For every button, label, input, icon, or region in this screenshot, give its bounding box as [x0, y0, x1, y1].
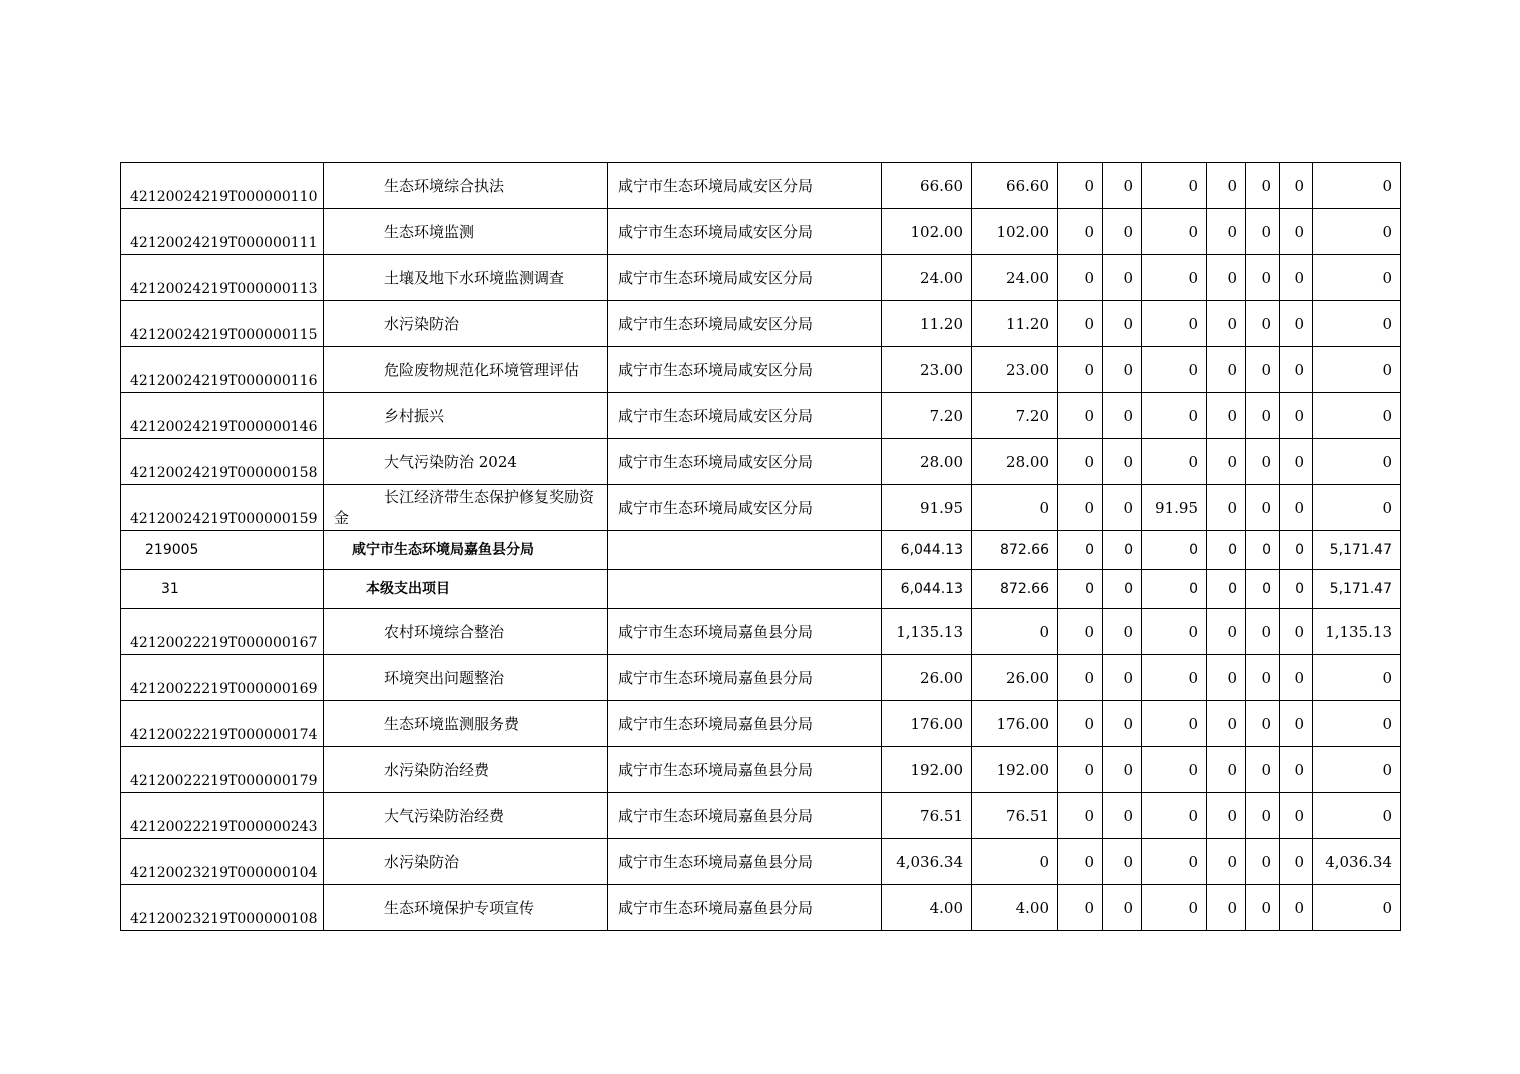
row-amount-7: 0 [1246, 747, 1280, 793]
row-unit: 咸宁市生态环境局咸安区分局 [608, 347, 882, 393]
row-project-name: 生态环境保护专项宣传 [324, 885, 608, 931]
row-project-name: 土壤及地下水环境监测调查 [324, 255, 608, 301]
row-amount-5: 0 [1142, 655, 1207, 701]
row-amount-5: 91.95 [1142, 485, 1207, 531]
row-amount-2: 66.60 [972, 163, 1058, 209]
table-row [121, 885, 1401, 931]
row-amount-5: 0 [1142, 531, 1207, 570]
row-code: 42120024219T000000159 [121, 485, 324, 531]
row-amount-8: 0 [1280, 609, 1313, 655]
row-amount-3: 0 [1058, 255, 1103, 301]
table-row [121, 255, 1401, 301]
row-amount-8: 0 [1280, 885, 1313, 931]
row-amount-8: 0 [1280, 701, 1313, 747]
row-amount-1: 6,044.13 [882, 531, 972, 570]
table-row [121, 793, 1401, 839]
row-amount-6: 0 [1207, 485, 1246, 531]
row-amount-8: 0 [1280, 747, 1313, 793]
table-group-row [121, 531, 1401, 570]
row-amount-2: 872.66 [972, 570, 1058, 609]
row-amount-3: 0 [1058, 531, 1103, 570]
row-unit: 咸宁市生态环境局咸安区分局 [608, 393, 882, 439]
row-amount-9: 0 [1313, 747, 1401, 793]
row-project-name: 乡村振兴 [324, 393, 608, 439]
row-amount-8: 0 [1280, 655, 1313, 701]
row-project-name: 环境突出问题整治 [324, 655, 608, 701]
row-project-name: 水污染防治 [324, 301, 608, 347]
row-amount-3: 0 [1058, 609, 1103, 655]
row-amount-3: 0 [1058, 701, 1103, 747]
row-amount-8: 0 [1280, 570, 1313, 609]
row-amount-4: 0 [1103, 347, 1142, 393]
row-amount-2: 7.20 [972, 393, 1058, 439]
row-amount-3: 0 [1058, 347, 1103, 393]
row-code: 42120024219T000000146 [121, 393, 324, 439]
row-code: 42120023219T000000108 [121, 885, 324, 931]
row-amount-9: 0 [1313, 485, 1401, 531]
row-amount-3: 0 [1058, 209, 1103, 255]
row-project-name: 农村环境综合整治 [324, 609, 608, 655]
row-amount-6: 0 [1207, 701, 1246, 747]
row-amount-8: 0 [1280, 839, 1313, 885]
row-amount-5: 0 [1142, 301, 1207, 347]
row-amount-9: 0 [1313, 255, 1401, 301]
row-amount-1: 24.00 [882, 255, 972, 301]
row-code: 42120022219T000000167 [121, 609, 324, 655]
table-row [121, 839, 1401, 885]
row-code: 42120024219T000000115 [121, 301, 324, 347]
row-unit: 咸宁市生态环境局嘉鱼县分局 [608, 839, 882, 885]
row-amount-3: 0 [1058, 885, 1103, 931]
row-amount-9: 1,135.13 [1313, 609, 1401, 655]
row-amount-7: 0 [1246, 347, 1280, 393]
table-row [121, 209, 1401, 255]
row-amount-1: 4.00 [882, 885, 972, 931]
row-amount-4: 0 [1103, 885, 1142, 931]
row-amount-1: 28.00 [882, 439, 972, 485]
row-amount-6: 0 [1207, 255, 1246, 301]
row-amount-7: 0 [1246, 885, 1280, 931]
row-amount-4: 0 [1103, 747, 1142, 793]
row-amount-9: 0 [1313, 885, 1401, 931]
row-amount-9: 0 [1313, 655, 1401, 701]
row-amount-7: 0 [1246, 570, 1280, 609]
row-code: 42120024219T000000158 [121, 439, 324, 485]
row-amount-8: 0 [1280, 439, 1313, 485]
row-amount-3: 0 [1058, 393, 1103, 439]
row-amount-6: 0 [1207, 439, 1246, 485]
row-amount-6: 0 [1207, 347, 1246, 393]
row-unit: 咸宁市生态环境局咸安区分局 [608, 439, 882, 485]
row-amount-7: 0 [1246, 793, 1280, 839]
row-project-name: 危险废物规范化环境管理评估 [324, 347, 608, 393]
row-amount-6: 0 [1207, 655, 1246, 701]
row-amount-1: 176.00 [882, 701, 972, 747]
row-amount-3: 0 [1058, 839, 1103, 885]
row-amount-1: 192.00 [882, 747, 972, 793]
row-amount-4: 0 [1103, 301, 1142, 347]
row-amount-1: 11.20 [882, 301, 972, 347]
row-code: 31 [121, 570, 324, 609]
row-amount-7: 0 [1246, 531, 1280, 570]
row-amount-5: 0 [1142, 839, 1207, 885]
row-amount-1: 23.00 [882, 347, 972, 393]
row-amount-2: 176.00 [972, 701, 1058, 747]
table-body [121, 163, 1401, 931]
row-amount-5: 0 [1142, 701, 1207, 747]
table-row [121, 163, 1401, 209]
row-amount-2: 102.00 [972, 209, 1058, 255]
row-amount-9: 0 [1313, 439, 1401, 485]
row-amount-5: 0 [1142, 439, 1207, 485]
row-code: 42120024219T000000116 [121, 347, 324, 393]
row-amount-4: 0 [1103, 531, 1142, 570]
row-amount-6: 0 [1207, 885, 1246, 931]
row-unit: 咸宁市生态环境局嘉鱼县分局 [608, 747, 882, 793]
row-amount-3: 0 [1058, 793, 1103, 839]
row-amount-1: 1,135.13 [882, 609, 972, 655]
row-unit: 咸宁市生态环境局嘉鱼县分局 [608, 885, 882, 931]
row-project-name: 生态环境监测 [324, 209, 608, 255]
row-amount-8: 0 [1280, 393, 1313, 439]
row-amount-6: 0 [1207, 839, 1246, 885]
row-amount-7: 0 [1246, 163, 1280, 209]
row-amount-2: 11.20 [972, 301, 1058, 347]
row-code: 42120024219T000000113 [121, 255, 324, 301]
row-amount-2: 76.51 [972, 793, 1058, 839]
row-amount-9: 0 [1313, 347, 1401, 393]
row-amount-7: 0 [1246, 393, 1280, 439]
row-unit [608, 531, 882, 570]
row-amount-1: 26.00 [882, 655, 972, 701]
row-amount-7: 0 [1246, 655, 1280, 701]
row-amount-4: 0 [1103, 793, 1142, 839]
row-unit: 咸宁市生态环境局嘉鱼县分局 [608, 701, 882, 747]
row-amount-7: 0 [1246, 485, 1280, 531]
row-amount-4: 0 [1103, 209, 1142, 255]
row-amount-6: 0 [1207, 531, 1246, 570]
row-amount-6: 0 [1207, 209, 1246, 255]
row-code: 42120022219T000000169 [121, 655, 324, 701]
row-project-name: 水污染防治 [324, 839, 608, 885]
row-amount-9: 0 [1313, 793, 1401, 839]
row-amount-2: 0 [972, 609, 1058, 655]
row-amount-3: 0 [1058, 485, 1103, 531]
row-amount-2: 0 [972, 485, 1058, 531]
row-amount-6: 0 [1207, 301, 1246, 347]
row-amount-3: 0 [1058, 570, 1103, 609]
row-amount-8: 0 [1280, 301, 1313, 347]
row-unit: 咸宁市生态环境局咸安区分局 [608, 301, 882, 347]
row-amount-5: 0 [1142, 163, 1207, 209]
budget-table [120, 162, 1401, 931]
row-amount-9: 5,171.47 [1313, 531, 1401, 570]
row-amount-1: 7.20 [882, 393, 972, 439]
row-code: 42120022219T000000179 [121, 747, 324, 793]
row-amount-7: 0 [1246, 209, 1280, 255]
row-code: 42120022219T000000243 [121, 793, 324, 839]
table-row [121, 393, 1401, 439]
row-amount-5: 0 [1142, 885, 1207, 931]
row-amount-2: 24.00 [972, 255, 1058, 301]
row-amount-3: 0 [1058, 655, 1103, 701]
row-amount-3: 0 [1058, 301, 1103, 347]
row-amount-2: 4.00 [972, 885, 1058, 931]
row-amount-1: 4,036.34 [882, 839, 972, 885]
row-code: 42120023219T000000104 [121, 839, 324, 885]
row-project-name: 咸宁市生态环境局嘉鱼县分局 [324, 531, 608, 570]
row-unit: 咸宁市生态环境局咸安区分局 [608, 255, 882, 301]
row-amount-9: 0 [1313, 163, 1401, 209]
table-row [121, 609, 1401, 655]
row-amount-8: 0 [1280, 209, 1313, 255]
row-amount-2: 23.00 [972, 347, 1058, 393]
row-amount-4: 0 [1103, 393, 1142, 439]
row-code: 42120024219T000000110 [121, 163, 324, 209]
row-project-name: 大气污染防治 2024 [324, 439, 608, 485]
table-row [121, 439, 1401, 485]
row-amount-4: 0 [1103, 655, 1142, 701]
table-row [121, 701, 1401, 747]
table-row [121, 347, 1401, 393]
row-amount-4: 0 [1103, 701, 1142, 747]
row-code: 219005 [121, 531, 324, 570]
row-amount-8: 0 [1280, 255, 1313, 301]
row-amount-1: 91.95 [882, 485, 972, 531]
row-amount-9: 5,171.47 [1313, 570, 1401, 609]
row-amount-4: 0 [1103, 163, 1142, 209]
row-amount-4: 0 [1103, 570, 1142, 609]
row-code: 42120024219T000000111 [121, 209, 324, 255]
row-amount-8: 0 [1280, 347, 1313, 393]
row-amount-8: 0 [1280, 793, 1313, 839]
row-unit: 咸宁市生态环境局咸安区分局 [608, 163, 882, 209]
row-amount-2: 26.00 [972, 655, 1058, 701]
row-amount-4: 0 [1103, 609, 1142, 655]
row-amount-4: 0 [1103, 255, 1142, 301]
row-amount-4: 0 [1103, 485, 1142, 531]
row-unit: 咸宁市生态环境局咸安区分局 [608, 485, 882, 531]
row-amount-9: 4,036.34 [1313, 839, 1401, 885]
row-unit: 咸宁市生态环境局咸安区分局 [608, 209, 882, 255]
row-amount-2: 872.66 [972, 531, 1058, 570]
row-project-name: 生态环境综合执法 [324, 163, 608, 209]
row-unit: 咸宁市生态环境局嘉鱼县分局 [608, 609, 882, 655]
row-unit: 咸宁市生态环境局嘉鱼县分局 [608, 793, 882, 839]
row-amount-8: 0 [1280, 163, 1313, 209]
row-amount-3: 0 [1058, 747, 1103, 793]
row-amount-1: 66.60 [882, 163, 972, 209]
table-row [121, 301, 1401, 347]
table-row [121, 747, 1401, 793]
row-amount-6: 0 [1207, 163, 1246, 209]
row-amount-1: 102.00 [882, 209, 972, 255]
row-amount-3: 0 [1058, 163, 1103, 209]
row-amount-7: 0 [1246, 701, 1280, 747]
row-amount-6: 0 [1207, 570, 1246, 609]
row-amount-7: 0 [1246, 301, 1280, 347]
row-amount-9: 0 [1313, 301, 1401, 347]
row-project-name: 本级支出项目 [324, 570, 608, 609]
row-amount-1: 76.51 [882, 793, 972, 839]
row-amount-8: 0 [1280, 485, 1313, 531]
row-amount-5: 0 [1142, 609, 1207, 655]
row-amount-5: 0 [1142, 570, 1207, 609]
row-amount-1: 6,044.13 [882, 570, 972, 609]
row-unit [608, 570, 882, 609]
row-amount-7: 0 [1246, 839, 1280, 885]
row-amount-7: 0 [1246, 255, 1280, 301]
row-amount-4: 0 [1103, 839, 1142, 885]
row-amount-8: 0 [1280, 531, 1313, 570]
row-amount-6: 0 [1207, 609, 1246, 655]
row-amount-6: 0 [1207, 393, 1246, 439]
table-group-row [121, 570, 1401, 609]
table-row [121, 485, 1401, 531]
row-unit: 咸宁市生态环境局嘉鱼县分局 [608, 655, 882, 701]
row-project-name: 长江经济带生态保护修复奖励资金 [324, 485, 608, 531]
table-row [121, 655, 1401, 701]
row-amount-6: 0 [1207, 747, 1246, 793]
row-amount-5: 0 [1142, 209, 1207, 255]
row-amount-5: 0 [1142, 255, 1207, 301]
row-amount-3: 0 [1058, 439, 1103, 485]
row-amount-6: 0 [1207, 793, 1246, 839]
row-code: 42120022219T000000174 [121, 701, 324, 747]
row-project-name: 生态环境监测服务费 [324, 701, 608, 747]
row-project-name: 大气污染防治经费 [324, 793, 608, 839]
row-amount-5: 0 [1142, 393, 1207, 439]
row-amount-2: 192.00 [972, 747, 1058, 793]
row-amount-2: 28.00 [972, 439, 1058, 485]
row-amount-9: 0 [1313, 393, 1401, 439]
row-amount-5: 0 [1142, 747, 1207, 793]
row-amount-4: 0 [1103, 439, 1142, 485]
row-amount-5: 0 [1142, 347, 1207, 393]
row-amount-2: 0 [972, 839, 1058, 885]
row-amount-5: 0 [1142, 793, 1207, 839]
row-amount-9: 0 [1313, 701, 1401, 747]
row-amount-7: 0 [1246, 609, 1280, 655]
row-amount-7: 0 [1246, 439, 1280, 485]
row-project-name: 水污染防治经费 [324, 747, 608, 793]
row-amount-9: 0 [1313, 209, 1401, 255]
